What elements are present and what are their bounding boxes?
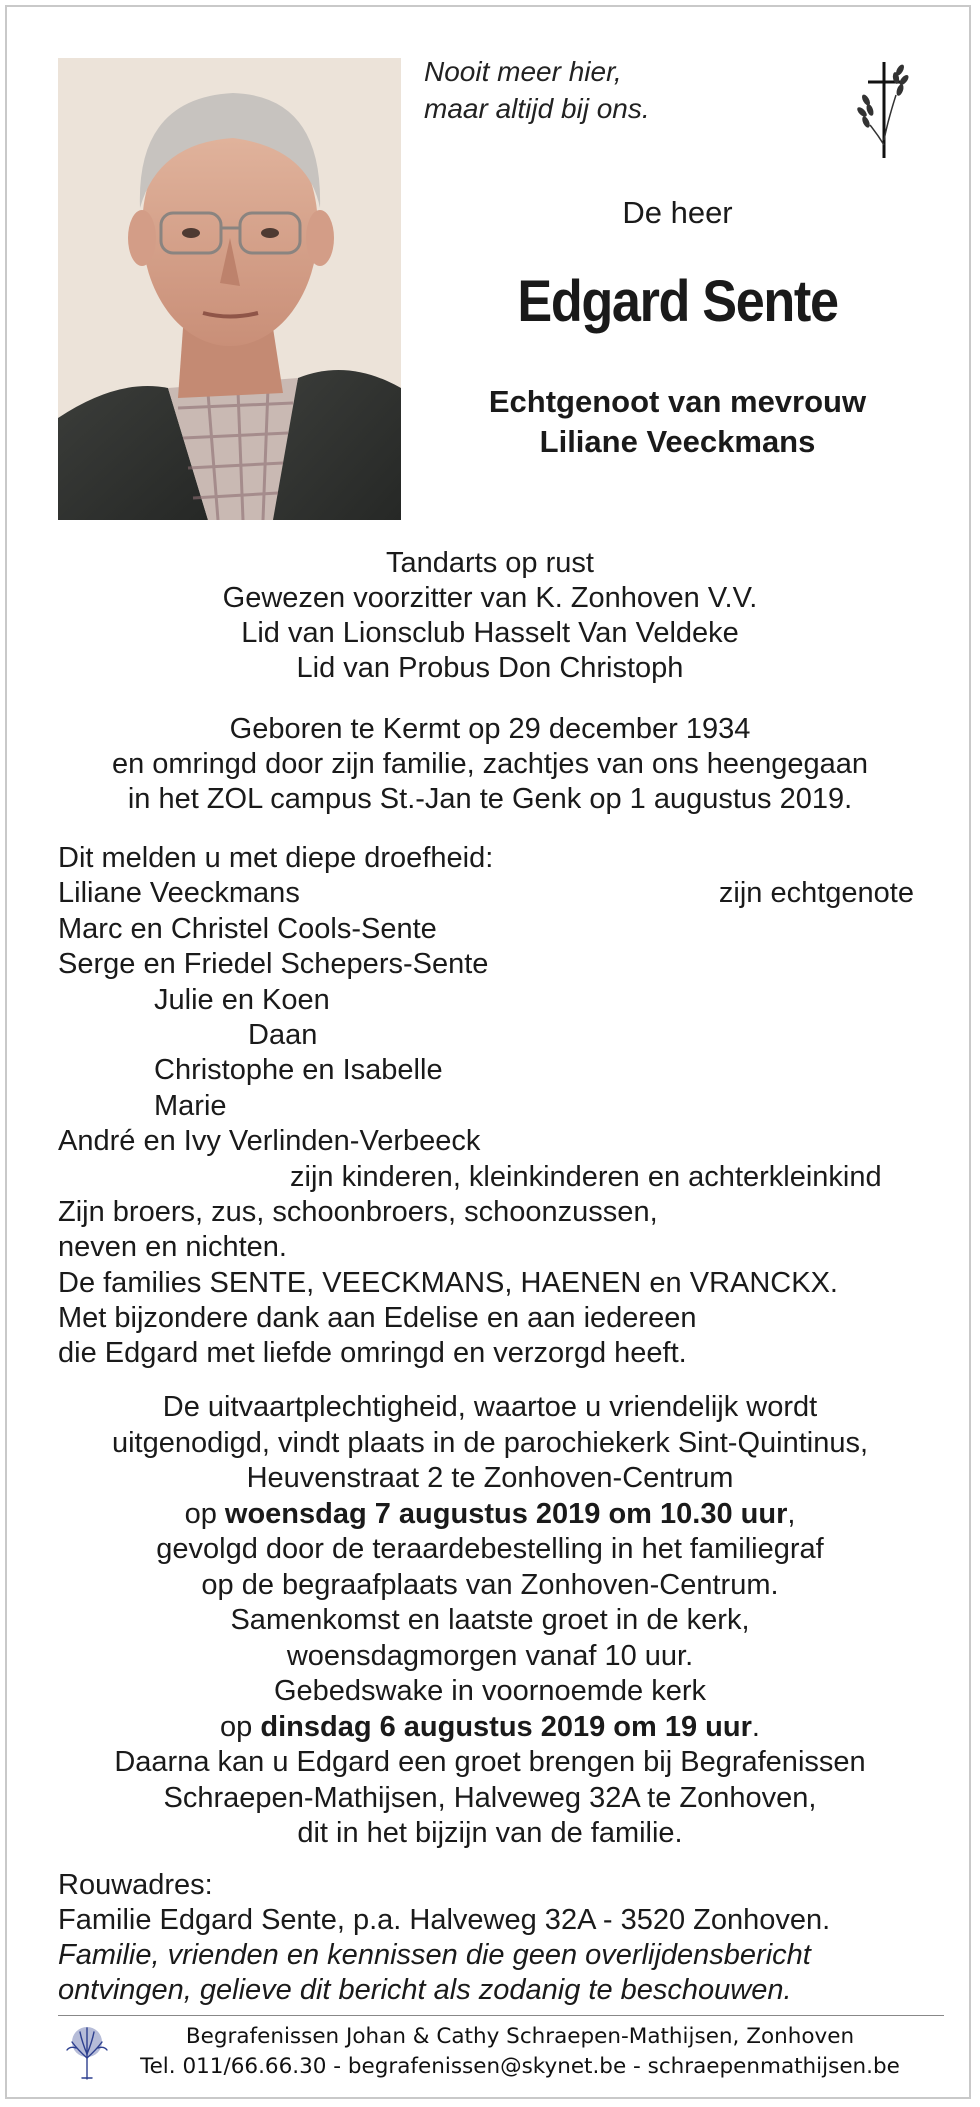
vigil-date: op dinsdag 6 augustus 2019 om 19 uur.	[220, 1710, 760, 1743]
cross-wheat-icon	[848, 60, 920, 160]
ceremony-line: woensdagmorgen vanaf 10 uur.	[286, 1639, 694, 1672]
family-other: neven en nichten.	[58, 1231, 287, 1264]
family-relation: zijn echtgenote	[718, 877, 914, 910]
address-label: Rouwadres:	[58, 1869, 213, 1901]
family-member: Marie	[154, 1089, 227, 1122]
motto-line: maar altijd bij ons.	[424, 93, 650, 124]
family-member: Liliane Veeckmans	[58, 877, 300, 910]
motto-line: Nooit meer hier,	[424, 56, 622, 87]
death-info	[40, 712, 940, 817]
vigil-datetime: dinsdag 6 augustus 2019 om 19 uur	[260, 1710, 752, 1743]
family-member: Daan	[248, 1018, 318, 1051]
ceremony-line: De uitvaartplechtigheid, waartoe u vriendelijk wordt	[162, 1391, 818, 1423]
funeral-home-footer	[120, 2022, 920, 2082]
family-member: Christophe en Isabelle	[154, 1054, 443, 1087]
ceremony-date: op woensdag 7 augustus 2019 om 10.30 uur,	[184, 1497, 796, 1530]
ceremony-line: uitgenodigd, vindt plaats in de parochiekerk Sint-Quintinus,	[111, 1426, 869, 1459]
family-other: De families SENTE, VEECKMANS, HAENEN en VRANCKX.	[58, 1266, 838, 1299]
footer-divider	[58, 2015, 944, 2016]
family-member: Marc en Christel Cools-Sente	[58, 912, 437, 945]
funeral-home-name: Begrafenissen Johan & Cathy Schraepen-Mathijsen, Zonhoven	[185, 2024, 855, 2049]
ceremony-line: op de begraafplaats van Zonhoven-Centrum.	[201, 1568, 779, 1601]
death-line: in het ZOL campus St.-Jan te Genk op 1 augustus 2019.	[127, 783, 853, 815]
family-intro: Dit melden u met diepe droefheid:	[58, 842, 494, 874]
role-line: Gewezen voorzitter van K. Zonhoven V.V.	[222, 582, 758, 614]
death-line: Geboren te Kermt op 29 december 1934	[229, 713, 751, 745]
funeral-datetime: woensdag 7 augustus 2019 om 10.30 uur	[224, 1497, 788, 1530]
ceremony-line: dit in het bijzijn van de familie.	[297, 1817, 683, 1849]
ceremony-info	[40, 1390, 940, 1852]
spouse-info	[420, 382, 935, 462]
address-note: Familie, vrienden en kennissen die geen overlijdensbericht	[58, 1939, 811, 1971]
address-line: Familie Edgard Sente, p.a. Halveweg 32A - 3520 Zonhoven.	[58, 1904, 831, 1936]
salutation: De heer	[622, 195, 733, 230]
portrait-photo	[58, 58, 401, 520]
spouse-line: Echtgenoot van mevrouw	[488, 384, 867, 419]
deceased-name: Edgard Sente	[517, 269, 838, 334]
family-relation: zijn kinderen, kleinkinderen en achterkleinkind	[290, 1160, 882, 1193]
family-member: Serge en Friedel Schepers-Sente	[58, 948, 489, 981]
motto	[424, 53, 754, 127]
family-other: Met bijzondere dank aan Edelise en aan iedereen	[58, 1302, 697, 1335]
address-note: ontvingen, gelieve dit bericht als zodanig te beschouwen.	[58, 1974, 792, 2006]
family-other: die Edgard met liefde omringd en verzorgd heeft.	[58, 1337, 687, 1370]
family-member: André en Ivy Verlinden-Verbeeck	[58, 1125, 481, 1158]
family-row	[58, 876, 938, 911]
ceremony-line: Samenkomst en laatste groet in de kerk,	[230, 1604, 750, 1636]
death-line: en omringd door zijn familie, zachtjes van ons heengegaan	[111, 748, 869, 780]
family-other: Zijn broers, zus, schoonbroers, schoonzussen,	[58, 1195, 658, 1228]
roles	[40, 546, 940, 686]
family-member: Julie en Koen	[154, 983, 330, 1016]
ceremony-line: Heuvenstraat 2 te Zonhoven-Centrum	[246, 1462, 734, 1494]
role-line: Lid van Probus Don Christoph	[296, 652, 684, 684]
funeral-home-contact: Tel. 011/66.66.30 - begrafenissen@skynet.be - schraepenmathijsen.be	[140, 2054, 900, 2079]
ceremony-line: gevolgd door de teraardebestelling in het familiegraf	[156, 1533, 824, 1565]
ceremony-line: Schraepen-Mathijsen, Halveweg 32A te Zonhoven,	[163, 1781, 817, 1814]
family-list	[58, 841, 938, 1372]
tree-logo-icon	[64, 2024, 110, 2080]
role-line: Tandarts op rust	[386, 547, 594, 579]
role-line: Lid van Lionsclub Hasselt Van Veldeke	[241, 617, 739, 649]
mourning-address	[58, 1868, 938, 2008]
spouse-line: Liliane Veeckmans	[539, 424, 816, 459]
ceremony-line: Daarna kan u Edgard een groet brengen bij Begrafenissen	[114, 1746, 866, 1778]
ceremony-line: Gebedswake in voornoemde kerk	[273, 1675, 706, 1707]
